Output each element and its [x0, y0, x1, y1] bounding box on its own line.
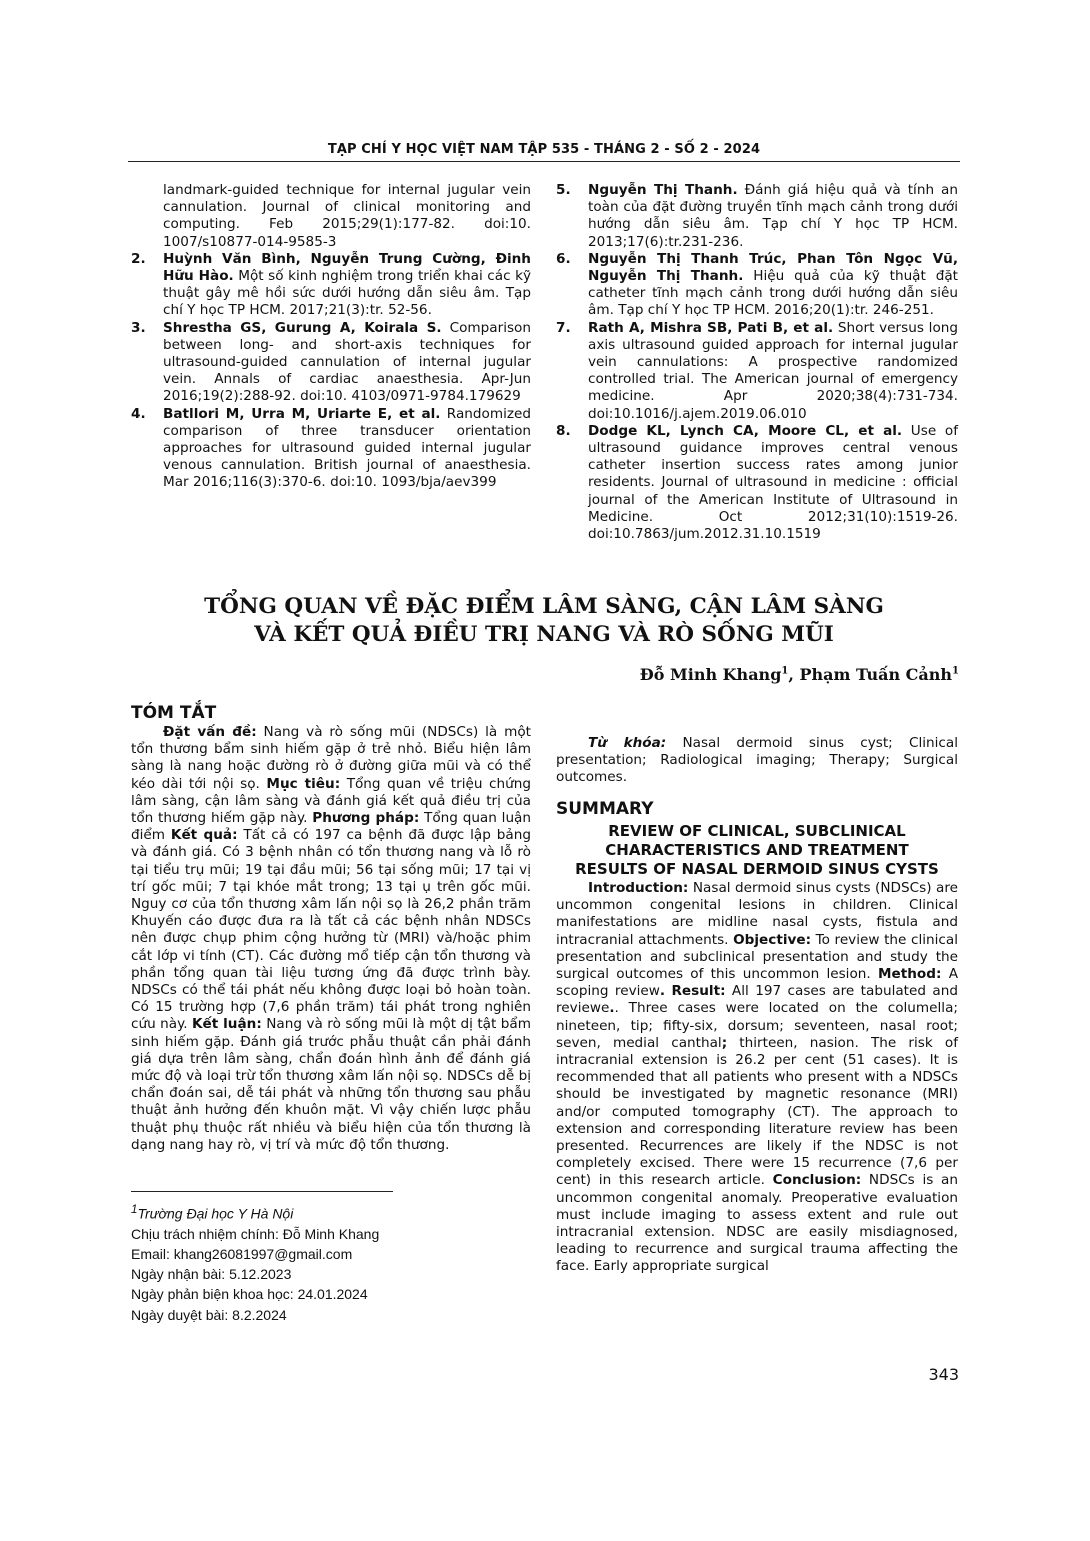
reference-authors: Nguyễn Thị Thanh Trúc, Phan Tôn Ngọc Vũ, Nguyễn Thị Thanh.: [588, 250, 958, 285]
footnote-affiliation-text: Trường Đại học Y Hà Nội: [137, 1205, 294, 1222]
summary-title-line: REVIEW OF CLINICAL, SUBCLINICAL: [608, 822, 906, 840]
summary-text: A scoping review: [556, 966, 958, 1000]
reference-item: [131, 406, 531, 492]
article-authors: [640, 665, 959, 684]
author-name: Đỗ Minh Khang: [639, 665, 782, 684]
reference-text: Short versus long axis ultrasound guided approach for internal jugular vein cannulations: A prospective randomized controlled trial. The American journal of emergency medicine. Apr 2020;38(4):731-734. doi:10.1016/j.ajem.2019.06.010: [588, 319, 959, 422]
abstract-text: Nang và rò sống mũi (NDSCs) là một tổn thương bẩm sinh hiếm gặp ở trẻ nhỏ. Biểu hiện lâm sàng là nang hoặc đường rò ở đường giữa mũi và có thể kéo dài tới nội sọ.: [131, 724, 532, 792]
footnote-affiliation-mark: 1: [131, 1203, 138, 1216]
reference-number: 6.: [556, 250, 571, 267]
abstract-vi-body: [131, 724, 531, 1154]
reference-authors: Nguyễn Thị Thanh.: [588, 182, 738, 198]
reference-number: 4.: [131, 405, 146, 422]
author-affiliation-mark: 1: [781, 665, 789, 677]
footnote-received: Ngày nhận bài: 5.12.2023: [131, 1266, 292, 1283]
abstract-text: Nang và rò sống mũi là một dị tật bẩm sinh hiếm gặp. Đánh giá trước phẫu thuật cần phải đánh giá dựa trên lâm sàng, chẩn đoán hình ảnh để đánh giá mức độ và loại trừ tổn thương xâm lấn nội sọ. NDSCs dễ bị chẩn đoán sai, dễ tái phát và những tổn thương sau phẫu thuật ảnh hưởng đến khuôn mặt. Vì vậy chiến lược phẫu thuật phụ thuộc rất nhiều và biểu hiện của tổn thương là dạng nang hay rò, vị trí và mức độ tổn thương.: [131, 1016, 532, 1153]
reference-text: Comparison between long- and short-axis techniques for ultrasound-guided cannulation of internal jugular vein. Annals of cardiac anaesthesia. Apr-Jun 2016;19(2):288-92. doi:10. 4103/0971-9784.179629: [163, 319, 531, 405]
abstract-label: Phương pháp:: [312, 810, 420, 827]
reference-item: [556, 320, 958, 423]
reference-text: Hiệu quả của kỹ thuật đặt catheter tĩnh mạch cảnh trong dưới hướng dẫn siêu âm. Tạp chí Y học TP HCM. 2016;20(1):tr. 246-251.: [588, 268, 959, 319]
abstract-vi-paragraph: [131, 724, 531, 1154]
reference-item: [131, 182, 531, 251]
keywords-paragraph: [556, 735, 958, 787]
summary-punct: .: [659, 983, 666, 1000]
reference-number: 5.: [556, 182, 571, 198]
keywords-block: [556, 735, 958, 787]
abstract-text: Tổng quan luận điểm: [131, 810, 532, 844]
summary-body: [556, 822, 958, 1276]
summary-label: Conclusion:: [772, 1172, 862, 1189]
abstract-text: Tổng quan về triệu chứng lâm sàng, cận lâm sàng và đánh giá kết quả điều trị của tổn thương hiếm gặp này.: [131, 775, 531, 827]
abstract-label: Kết luận:: [192, 1016, 262, 1033]
footnote-affiliation: [131, 1200, 531, 1224]
reference-item: [556, 182, 958, 251]
reference-list-left: [131, 182, 531, 492]
summary-label: Objective:: [733, 931, 812, 948]
journal-header: TẠP CHÍ Y HỌC VIỆT NAM TẬP 535 - THÁNG 2 - SỐ 2 - 2024: [327, 142, 761, 157]
summary-punct: ;: [721, 1034, 728, 1051]
author-name: Phạm Tuấn Cảnh: [799, 665, 953, 684]
reference-number: 7.: [556, 319, 571, 336]
reference-number: 3.: [131, 319, 146, 336]
reference-number: 2.: [131, 250, 146, 267]
reference-authors: Huỳnh Văn Bình, Nguyễn Trung Cường, Đinh Hữu Hào.: [163, 250, 531, 285]
summary-text: thirteen, nasion. The risk of intracranial extension is 26.2 per cent (51 cases). It is recommended that all patients who present with a NDSCs should be investigated by magnetic resonance (MRI) and/or computed tomography (CT). The approach to extension and corresponding literature review has been presented. Recurrences are likely if the NDSC is not completely excised. There were 15 recurrence (7,6 per cent) in this research article.: [556, 1034, 958, 1189]
summary-heading: SUMMARY: [556, 799, 654, 819]
reference-text: Đánh giá hiệu quả và tính an toàn của đặt đường truyền tĩnh mạch cảnh trong dưới hướng dẫn siêu âm. Tạp chí Y học TP HCM. 2013;17(6):tr.231-236.: [588, 182, 958, 250]
reference-text: Một số kinh nghiệm trong triển khai các kỹ thuật gây mê hồi sức dưới hướng dẫn siêu âm. Tạp chí Y học TP HCM. 2017;21(3):tr. 52-56.: [163, 268, 531, 319]
footnote-reviewed: Ngày phản biện khoa học: 24.01.2024: [131, 1286, 368, 1303]
reference-list-right: [556, 182, 958, 543]
article-title: [128, 593, 960, 649]
summary-text: To review the clinical presentation and subclinical presentation and study the surgical outcomes of this uncommon lesion.: [556, 931, 958, 983]
reference-number: 8.: [556, 422, 571, 439]
reference-authors: Shrestha GS, Gurung A, Koirala S.: [163, 319, 442, 336]
summary-label: Method:: [877, 966, 942, 983]
reference-authors: Rath A, Mishra SB, Pati B, et al.: [588, 319, 834, 336]
reference-item: [131, 251, 531, 320]
abstract-label: Mục tiêu:: [266, 775, 341, 792]
footnote-rule: [131, 1191, 393, 1192]
reference-item: [131, 320, 531, 406]
summary-label: Introduction:: [588, 880, 689, 896]
reference-text: Use of ultrasound guidance improves central venous catheter insertion success rates among junior residents. Journal of ultrasound in medicine : official journal of the American Institute of Ultrasound in Medicine. Oct 2012;31(10):1519-26. doi:10.7863/jum.2012.31.10.1519: [588, 422, 958, 543]
author-separator: ,: [788, 665, 800, 684]
author-affiliation-mark: 1: [952, 665, 959, 677]
keywords-label: Từ khóa:: [588, 735, 667, 751]
summary-text: Nasal dermoid sinus cysts (NDSCs) are uncommon congenital lesions in children. Clinical manifestations are midline nasal cysts, fistula and intracranial attachments.: [556, 880, 958, 948]
footnote-corresponding: Chịu trách nhiệm chính: Đỗ Minh Khang: [131, 1225, 380, 1242]
abstract-vi-heading: TÓM TẮT: [131, 703, 217, 723]
summary-text: NDSCs is an uncommon congenital anomaly. Preoperative evaluation must include imaging to assess extent and rule out intracranial extension. NDSC are easily misdiagnosed, leading to recurrence and surgical trauma affecting the face. Early appropriate surgical: [556, 1172, 958, 1275]
summary-text: . Three cases were located on the columella; nineteen, tip; fifty-six, dorsum; seventeen, nasal root; seven, medial canthal: [556, 1000, 958, 1051]
keywords-text: Nasal dermoid sinus cyst; Clinical presentation; Radiological imaging; Therapy; Surgical outcomes.: [556, 735, 958, 786]
summary-title-line: CHARACTERISTICS AND TREATMENT: [605, 841, 909, 859]
summary-paragraph: [556, 880, 958, 1276]
article-title-line: VÀ KẾT QUẢ ĐIỀU TRỊ NANG VÀ RÒ SỐNG MŨI: [254, 622, 834, 647]
footnote-email: Email: khang26081997@gmail.com: [131, 1246, 353, 1263]
footnote-accepted: Ngày duyệt bài: 8.2.2024: [131, 1306, 287, 1323]
summary-title-line: RESULTS OF NASAL DERMOID SINUS CYSTS: [575, 860, 939, 878]
footnotes: [131, 1200, 531, 1325]
reference-text: Randomized comparison of three transducer orientation approaches for ultrasound guided internal jugular venous cannulation. British journal of anaesthesia. Mar 2016;116(3):370-6. doi:10. 1093/bja/aev399: [163, 405, 531, 491]
header-rule: [128, 161, 960, 162]
reference-authors: Batllori M, Urra M, Uriarte E, et al.: [163, 405, 441, 422]
summary-punct: .: [609, 1000, 615, 1017]
summary-text: All 197 cases are tabulated and reviewe: [556, 983, 958, 1017]
reference-item: [556, 423, 958, 543]
abstract-label: Kết quả:: [170, 827, 238, 844]
reference-item: [556, 251, 958, 320]
abstract-label: Đặt vấn đề:: [163, 724, 257, 740]
summary-label: Result:: [671, 983, 726, 1000]
page-number: 343: [928, 1365, 959, 1384]
reference-authors: Dodge KL, Lynch CA, Moore CL, et al.: [588, 422, 903, 439]
article-title-line: TỔNG QUAN VỀ ĐẶC ĐIỂM LÂM SÀNG, CẬN LÂM SÀNG: [204, 594, 884, 619]
summary-title: [556, 822, 958, 879]
reference-text: landmark-guided technique for internal jugular vein cannulation. Journal of clinical monitoring and computing. Feb 2015;29(1):177-82. doi:10. 1007/s10877-014-9585-3: [163, 182, 531, 250]
abstract-text: Tất cả có 197 ca bệnh đã được lập bảng và đánh giá. Có 3 bệnh nhân có tổn thương nang và lỗ rò tại tiểu trụ mũi; 19 tại đầu mũi; 56 tại sống mũi; 17 tại vị trí gốc mũi; 7 tại khóe mắt trong; 13 tại ụ trên gốc mũi. Nguy cơ của tổn thương xâm lấn nội sọ là 26,2 phần trăm Khuyến cáo được đưa ra là tất cả các bệnh nhân NDSCs nên được chụp phim cộng hưởng từ (MRI) và/hoặc phim cắt lớp vi tính (CT). Các đường mổ tiếp cận tổn thương và phần tổng quan tài liệu tương ứng đã được trình bày. NDSCs có thể tái phát nếu không được loại bỏ hoàn toàn. Có 15 trường hợp (7,6 phần trăm) tái phát trong nghiên cứu này.: [131, 827, 531, 1033]
